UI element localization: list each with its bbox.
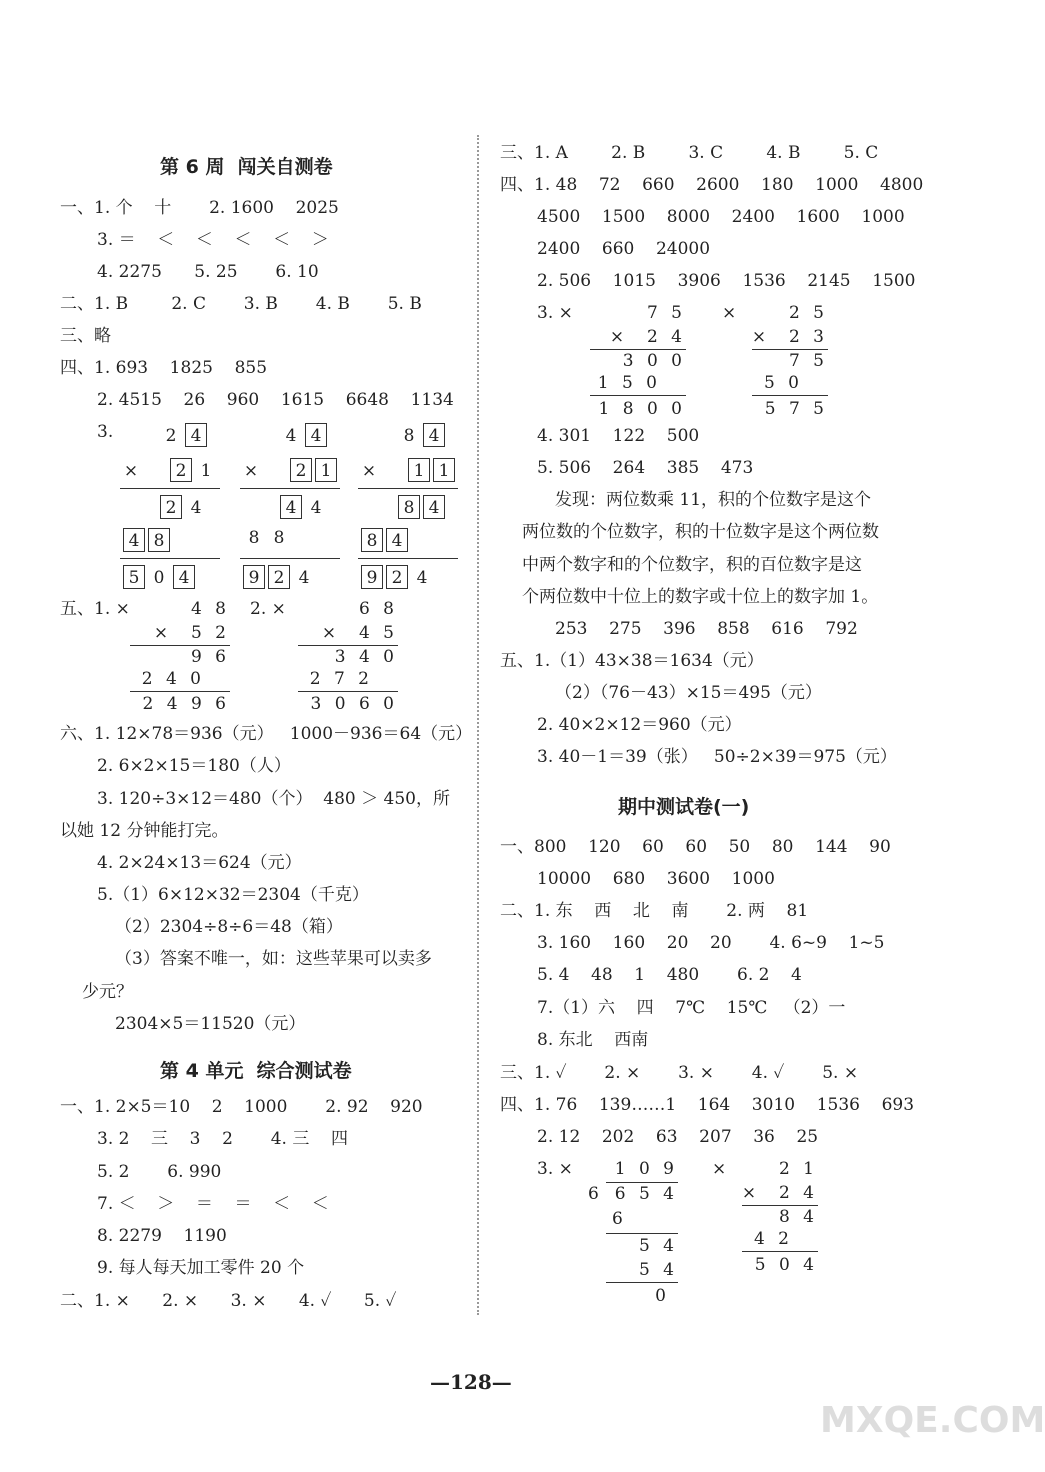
text-line: 5.（1）6×12×32＝2304（千克） — [97, 885, 369, 905]
calc-row: 2 7 2 — [309, 669, 373, 689]
text-line: 2. 6×2×15＝180（人） — [97, 756, 291, 776]
digit-box: 4 — [280, 495, 302, 519]
digit-box: 5 — [123, 565, 145, 589]
digit: 4 — [190, 498, 202, 518]
text-line: 3. × — [537, 303, 573, 323]
text-line: （3）答案不唯一，如：这些苹果可以卖多 — [115, 949, 432, 969]
text-line: 两位数的个位数字，积的十位数字是这个两位数 — [522, 522, 879, 542]
calc-row: 2 4 0 — [141, 669, 205, 689]
text-line: 四、1. 76 139……1 164 3010 1536 693 — [500, 1095, 915, 1115]
digit: 8 — [403, 426, 415, 446]
text-line: × — [722, 303, 737, 323]
digit-box: 4 — [386, 528, 408, 552]
text-line: 以她 12 分钟能打完。 — [60, 821, 229, 841]
text-line: 3. 120÷3×12＝480（个） 480 ＞ 450，所 — [97, 789, 450, 809]
text-line: （2）2304÷8÷6＝48（箱） — [115, 917, 343, 937]
text-line: 3. ＝ ＜ ＜ ＜ ＜ ＞ — [97, 230, 329, 250]
text-line: 2. 12 202 63 207 36 25 — [537, 1127, 819, 1147]
calc-row: 7 5 — [788, 351, 828, 371]
text-line: 个两位数中十位上的数字或十位上的数字加 1。 — [522, 587, 879, 607]
text-line: 一、800 120 60 60 50 80 144 90 — [500, 837, 891, 857]
text-line: 7. ＜ ＞ ＝ ＝ ＜ ＜ — [97, 1194, 329, 1214]
digit: 1 — [200, 461, 212, 481]
text-line: 发现：两位数乘 11，积的个位数字是这个 — [555, 490, 872, 510]
calc-row: 6 — [588, 1184, 603, 1204]
text-line: 二、1. 东 西 北 南 2. 两 81 — [500, 901, 809, 921]
calc-row: 6 8 — [358, 599, 398, 619]
text-line: 3. 40－1＝39（张） 50÷2×39＝975（元） — [537, 747, 897, 767]
text-line: 5. 506 264 385 473 — [537, 458, 754, 478]
text-line: 10000 680 3600 1000 — [537, 869, 775, 889]
digit: 0 — [153, 568, 165, 588]
text-line: 2. 40×2×12＝960（元） — [537, 715, 742, 735]
digit: 4 — [285, 426, 297, 446]
digit: 2 — [165, 426, 177, 446]
text-line: 9. 每人每天加工零件 20 个 — [97, 1258, 305, 1278]
calc-row: × 2 4 — [609, 327, 686, 347]
calc-row: × 2 3 — [751, 327, 828, 347]
text-line: 3. 160 160 20 20 4. 6~9 1~5 — [537, 933, 885, 953]
text-line: 4. 301 122 500 — [537, 426, 700, 446]
column-divider — [477, 135, 479, 1315]
digit: × — [123, 461, 139, 481]
text-line: 8. 2279 1190 — [97, 1226, 227, 1246]
text-line: 3. 2 三 3 2 4. 三 四 — [97, 1129, 348, 1149]
digit: × — [243, 461, 259, 481]
text-line: 三、1. A 2. B 3. C 4. B 5. C — [500, 143, 879, 163]
text-line: 一、1. 个 十 2. 1600 2025 — [60, 198, 339, 218]
text-line: × — [712, 1159, 727, 1179]
text-line: 2304×5＝11520（元） — [115, 1014, 306, 1034]
digit-box: 9 — [243, 565, 265, 589]
digit-box: 4 — [123, 528, 145, 552]
digit-box: 2 — [268, 565, 290, 589]
digit: × — [361, 461, 377, 481]
digit-box: 2 — [290, 458, 312, 482]
calc-row: 2 5 — [788, 303, 828, 323]
text-line: 二、1. B 2. C 3. B 4. B 5. B — [60, 294, 422, 314]
digit: 8 — [248, 528, 260, 548]
text-line: 253 275 396 858 616 792 — [555, 619, 858, 639]
calc-row: 3 0 0 — [622, 351, 686, 371]
text-line: 四、1. 48 72 660 2600 180 1000 4800 — [500, 175, 924, 195]
calc-row: 1 0 9 — [614, 1159, 678, 1179]
text-line: 5. 4 48 1 480 6. 2 4 — [537, 965, 802, 985]
calc-row: 1 8 0 0 — [598, 399, 686, 419]
week6-title: 第 6 周 闯关自测卷 — [160, 156, 333, 178]
calc-row: 2 4 9 6 — [142, 694, 230, 714]
digit-box: 1 — [315, 458, 337, 482]
text-line: 4500 1500 8000 2400 1600 1000 — [537, 207, 905, 227]
calc-row: 4 8 — [190, 599, 230, 619]
text-line: 少元？ — [82, 982, 133, 1002]
calc-row: 8 4 — [778, 1207, 818, 1227]
digit-box: 1 — [433, 458, 455, 482]
calc-row: 3 4 0 — [334, 647, 398, 667]
digit-box: 4 — [305, 423, 327, 447]
calc-row: 6 — [612, 1209, 627, 1229]
calc-row: 4 2 — [753, 1229, 793, 1249]
digit-box: 4 — [423, 423, 445, 447]
digit: 4 — [298, 568, 310, 588]
digit-box: 8 — [148, 528, 170, 552]
calc-row: 0 — [655, 1286, 670, 1306]
text-line: 3. — [97, 422, 114, 442]
text-line: 一、1. 2×5＝10 2 1000 2. 92 920 — [60, 1097, 423, 1117]
text-line: 二、1. × 2. × 3. × 4. ✓ 5. ✓ — [60, 1291, 397, 1311]
digit-box: 4 — [185, 423, 207, 447]
page-number: —128— — [430, 1370, 512, 1394]
text-line: 4. 2×24×13＝624（元） — [97, 853, 302, 873]
digit-box: 4 — [423, 495, 445, 519]
text-line: 5. 2 6. 990 — [97, 1162, 222, 1182]
digit-box: 2 — [386, 565, 408, 589]
watermark-logo: MXQE.COM — [820, 1400, 1045, 1441]
text-line: （2）（76－43）×15＝495（元） — [555, 683, 822, 703]
digit: 8 — [273, 528, 285, 548]
digit-box: 2 — [160, 495, 182, 519]
midterm-title: 期中测试卷(一) — [618, 796, 750, 818]
digit-box: 9 — [361, 565, 383, 589]
text-line: 8. 东北 西南 — [537, 1030, 649, 1050]
text-line: 2. 506 1015 3906 1536 2145 1500 — [537, 271, 916, 291]
calc-row: × 5 2 — [153, 623, 230, 643]
text-line: 3. × — [537, 1159, 573, 1179]
text-line: 2. 4515 26 960 1615 6648 1134 — [97, 390, 454, 410]
calc-row: 2 1 — [778, 1159, 818, 1179]
digit-box: 2 — [170, 458, 192, 482]
calc-row: 3 0 6 0 — [310, 694, 398, 714]
calc-row: 1 5 0 — [597, 373, 661, 393]
calc-row: 9 6 — [190, 647, 230, 667]
digit: 4 — [416, 568, 428, 588]
text-line: 六、1. 12×78＝936（元） 1000－936＝64（元） — [60, 724, 473, 744]
text-line: 五、1. × — [60, 599, 130, 619]
digit-box: 8 — [398, 495, 420, 519]
calc-row: 5 0 — [763, 373, 803, 393]
text-line: 四、1. 693 1825 855 — [60, 358, 268, 378]
text-line: 五、1.（1）43×38＝1634（元） — [500, 651, 764, 671]
calc-row: 5 4 — [638, 1236, 678, 1256]
text-line: 2. × — [250, 599, 286, 619]
text-line: 4. 2275 5. 25 6. 10 — [97, 262, 319, 282]
calc-row: 6 5 4 — [614, 1184, 678, 1204]
calc-row: × 2 4 — [741, 1183, 818, 1203]
text-line: 三、1. ✓ 2. × 3. × 4. ✓ 5. × — [500, 1063, 859, 1083]
text-line: 2400 660 24000 — [537, 239, 711, 259]
digit-box: 8 — [361, 528, 383, 552]
text-line: 7.（1）六 四 7℃ 15℃ （2）一 — [537, 998, 846, 1018]
calc-row: 5 0 4 — [754, 1255, 818, 1275]
text-line: 中两个数字和的个位数字，积的百位数字是这 — [522, 555, 862, 575]
calc-row: × 4 5 — [321, 623, 398, 643]
calc-row: 7 5 — [646, 303, 686, 323]
digit-box: 4 — [173, 565, 195, 589]
unit4-title: 第 4 单元 综合测试卷 — [160, 1060, 352, 1082]
text-line: 三、略 — [60, 326, 111, 346]
digit-box: 1 — [408, 458, 430, 482]
digit: 4 — [310, 498, 322, 518]
calc-row: 5 4 — [638, 1260, 678, 1280]
calc-row: 5 7 5 — [764, 399, 828, 419]
